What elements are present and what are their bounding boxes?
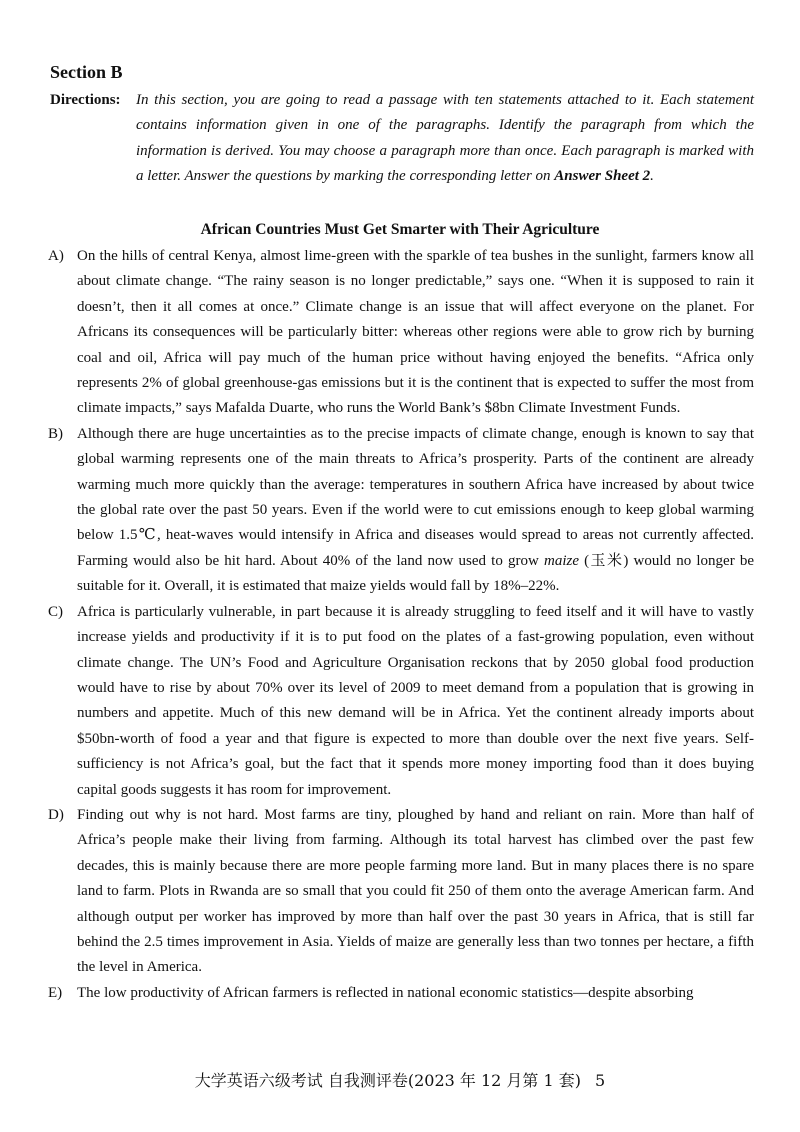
paragraph-letter: E) xyxy=(48,984,63,1001)
paragraph-c xyxy=(48,600,754,803)
paragraph-letter: A) xyxy=(48,248,64,264)
directions-text xyxy=(136,88,754,190)
paragraph-text xyxy=(77,426,754,594)
paragraph-e xyxy=(48,981,754,1006)
article-paragraphs xyxy=(48,244,754,1006)
paragraph-b xyxy=(48,422,754,600)
paragraph-letter: B) xyxy=(48,425,63,442)
directions-answer-sheet: Answer Sheet 2 xyxy=(554,168,651,185)
directions-label: Directions: xyxy=(50,92,121,108)
paragraph-text: On the hills of central Kenya, almost lime-green with the sparkle of tea bushes in the sunlight, farmers know all about climate change. “The rainy season is no longer predictable,” says one. “When it is supposed to rain it doesn’t, then it all comes at once.” Climate change is an issue that will affect everyone on the planet. For Africans its consequences will be particularly bitter: whereas other regions were able to grow rich by burning coal and oil, Africa will pay much of the human price without having enjoyed the benefits. “Africa only represents 2% of global greenhouse-gas emissions but it is the continent that is expected to suffer the most from climate impacts,” says Mafalda Duarte, who runs the World Bank’s $8bn Climate Investment Funds. xyxy=(77,248,754,417)
page-footer xyxy=(0,1070,800,1092)
section-title: Section B xyxy=(50,62,123,82)
paragraph-text: The low productivity of African farmers is reflected in national economic statistics—despite absorbing xyxy=(77,984,694,1001)
paragraph-text-part: Although there are huge uncertainties as to the precise impacts of climate change, enough is known to say that global warming represents one of the main threats to Africa’s prosperity. Parts of the continent are already warming much more quickly than the average: temperatures in southern Africa have increased by about twice the global rate over the past 50 years. Even if the world were to cut emissions enough to keep global warming below 1.5℃, heat-waves would intensify in Africa and diseases would spread to areas not currently affected. Farming would also be hit hard. About 40% of the land now used to grow xyxy=(77,425,754,569)
paragraph-text: Africa is particularly vulnerable, in part because it is already struggling to feed itself and it will have to vastly increase yields and productivity if it is to put food on the plates of a fast-growing population, even without climate change. The UN’s Food and Agriculture Organisation reckons that by 2050 global food production would have to rise by about 70% over its level of 2009 to meet demand from a population that is growing in numbers and appetite. Much of this new demand will be in Africa. Yet the continent already imports about $50bn-worth of food a year and that figure is expected to more than double over the next five years. Self-sufficiency is not Africa’s goal, but the fact that it spends more money importing food than it does buying capital goods suggests it has room for improvement. xyxy=(77,603,754,798)
paragraph-a xyxy=(48,244,754,422)
article-title: African Countries Must Get Smarter with Their Agriculture xyxy=(200,221,600,238)
paragraph-text-italic: maize xyxy=(543,552,579,569)
footer-exam-title: 大学英语六级考试 自我测评卷(2023 年 12 月第 1 套) xyxy=(194,1071,582,1090)
paragraph-text-part: (玉米) would no longer be suitable for it. Overall, it is estimated that maize yields would fall by 18%–22%. xyxy=(77,552,755,595)
paragraph-d xyxy=(48,803,754,981)
page-number: 5 xyxy=(595,1071,606,1090)
directions-block xyxy=(50,88,754,190)
directions-text-main: In this section, you are going to read a passage with ten statements attached to it. Each statement contains information given in one of the paragraphs. Identify the paragraph from which the information is derived. You may choose a paragraph more than once. Each paragraph is marked with a letter. Answer the questions by marking the corresponding letter on xyxy=(136,92,754,185)
paragraph-letter: C) xyxy=(48,603,63,620)
paragraph-letter: D) xyxy=(48,806,64,823)
paragraph-text: Finding out why is not hard. Most farms are tiny, ploughed by hand and reliant on rain. More than half of Africa’s people make their living from farming. Although its total harvest has climbed over the past few decades, this is mainly because there are more people farming more land. But in many places there is no spare land to farm. Plots in Rwanda are so small that you could fit 250 of them onto the average American farm. And although output per worker has improved by more than half over the past 30 years in Africa, that is still far behind the 2.5 times improvement in Asia. Yields of maize are generally less than two tonnes per hectare, a fifth the level in America. xyxy=(77,806,754,976)
directions-text-end: . xyxy=(650,168,654,185)
